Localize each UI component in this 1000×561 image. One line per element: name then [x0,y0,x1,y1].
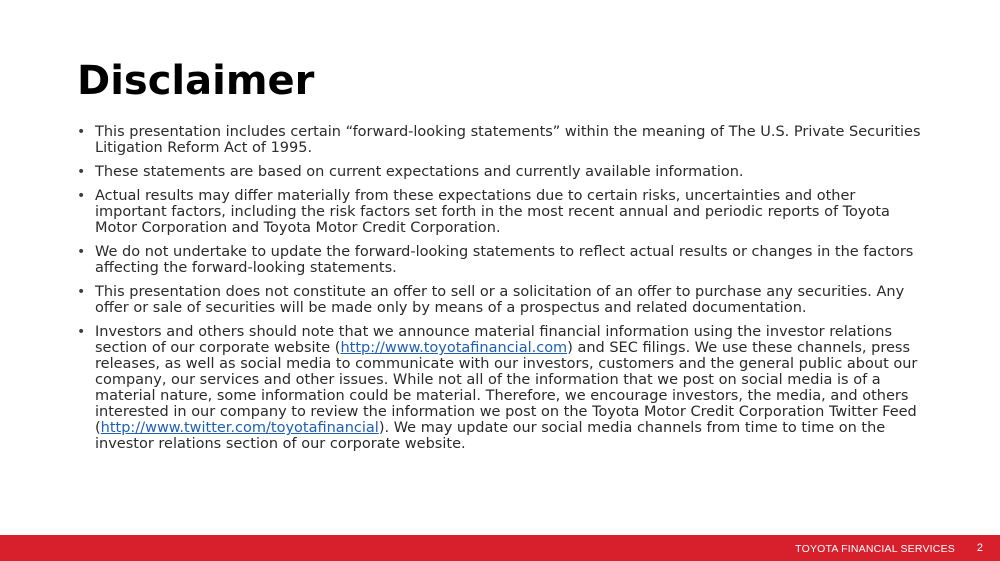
bullet-item [77,164,927,180]
bullet-text: This presentation includes certain “forward-looking statements” within the meaning of The U.S. Private Securities Litigation Reform Act of 1995. [95,124,921,156]
footer-company-label: TOYOTA FINANCIAL SERVICES [795,543,955,555]
bullet-text-part3: ). We may update our social media channels from time to time on the investor relations section of our corporate website. [95,420,886,452]
bullet-text-part1: Investors and others should note that we announce material financial information using the investor relations section of our corporate website ( [95,324,893,356]
toyotafinancial-website-link[interactable]: http://www.toyotafinancial.com [340,340,568,356]
bullet-text-part2: ) and SEC filings. We use these channels, press releases, as well as social media to communicate with our investors, customers and the general public about our company, our services and other issues. While not all of the information that we post on social media is of a material nature, some information could be material. Therefore, we encourage investors, the media, and others interested in our company to review the information we post on the Toyota Motor Credit Corporation Twitter Feed ( [95,340,918,436]
bullet-marker: • [77,284,86,300]
bullet-marker: • [77,324,86,340]
bullet-item [77,284,927,316]
bullet-text: These statements are based on current expectations and currently available information. [95,164,744,180]
page-number: 2 [976,542,983,554]
bullet-marker: • [77,188,86,204]
twitter-feed-link[interactable]: http://www.twitter.com/toyotafinancial [100,420,379,436]
bullet-item-investor-notice [77,324,927,452]
bullet-marker: • [77,244,86,260]
bullet-text: We do not undertake to update the forward-looking statements to reflect actual results or changes in the factors affecting the forward-looking statements. [95,244,914,276]
disclaimer-bullet-list [77,124,927,460]
bullet-marker: • [77,164,86,180]
slide-title: Disclaimer [77,58,315,104]
bullet-item [77,124,927,156]
footer-bar [0,535,1000,561]
bullet-item [77,188,927,236]
bullet-text: This presentation does not constitute an offer to sell or a solicitation of an offer to purchase any securities. Any offer or sale of securities will be made only by means of a prospectus and related documentation. [95,284,905,316]
bullet-marker: • [77,124,86,140]
bullet-text: Actual results may differ materially from these expectations due to certain risks, uncertainties and other important factors, including the risk factors set forth in the most recent annual and periodic reports of Toyota Motor Corporation and Toyota Motor Credit Corporation. [95,188,890,236]
bullet-item [77,244,927,276]
